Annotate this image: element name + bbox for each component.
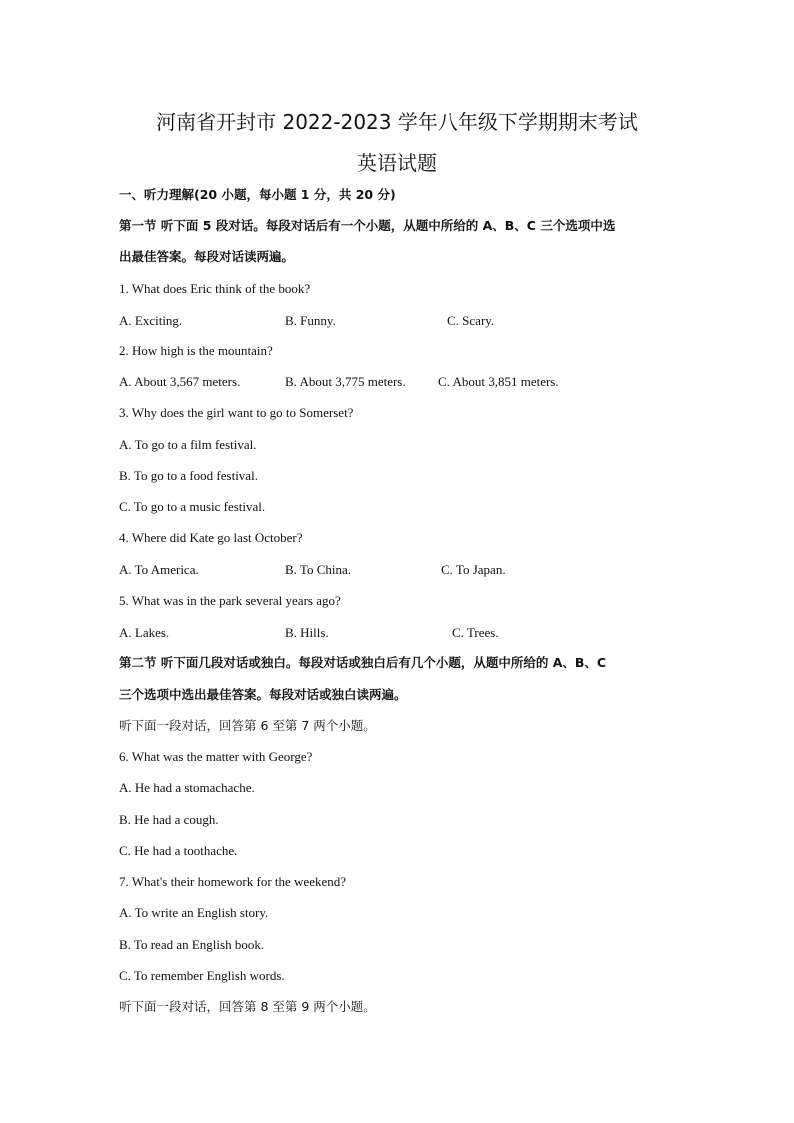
- question-6-option-a: A. He had a stomachache.: [119, 780, 255, 795]
- question-6-option-c: C. He had a toothache.: [119, 843, 238, 858]
- section1-instructions-line1: 第一节 听下面 5 段对话。每段对话后有一个小题，从题中所给的 A、B、C 三个选项中选: [119, 218, 616, 233]
- question-2-option-a: A. About 3,567 meters.: [119, 374, 241, 389]
- question-3-option-b: B. To go to a food festival.: [119, 468, 258, 483]
- question-3-option-a: A. To go to a film festival.: [119, 437, 257, 452]
- exam-subtitle: 英语试题: [357, 151, 437, 175]
- question-1: 1. What does Eric think of the book?: [119, 281, 311, 296]
- question-7: 7. What's their homework for the weekend?: [119, 874, 346, 889]
- question-7-option-b: B. To read an English book.: [119, 937, 265, 952]
- question-5-option-b: B. Hills.: [285, 625, 329, 640]
- question-5: 5. What was in the park several years ago?: [119, 593, 341, 608]
- question-2-option-c: C. About 3,851 meters.: [438, 374, 559, 389]
- question-4: 4. Where did Kate go last October?: [119, 530, 303, 545]
- question-4-option-c: C. To Japan.: [441, 562, 506, 577]
- instruction-questions-8-9: 听下面一段对话，回答第 8 至第 9 两个小题。: [119, 999, 376, 1014]
- exam-title: 河南省开封市 2022-2023 学年八年级下学期期末考试: [156, 110, 638, 134]
- question-7-option-c: C. To remember English words.: [119, 968, 285, 983]
- question-1-option-b: B. Funny.: [285, 313, 336, 328]
- section2-instructions-line1: 第二节 听下面几段对话或独白。每段对话或独白后有几个小题，从题中所给的 A、B、C: [119, 655, 607, 670]
- part1-heading: 一、听力理解(20 小题，每小题 1 分，共 20 分): [119, 187, 396, 202]
- question-5-option-a: A. Lakes.: [119, 625, 170, 640]
- question-6: 6. What was the matter with George?: [119, 749, 313, 764]
- question-2-option-b: B. About 3,775 meters.: [285, 374, 406, 389]
- question-3: 3. Why does the girl want to go to Somerset?: [119, 405, 354, 420]
- question-6-option-b: B. He had a cough.: [119, 812, 219, 827]
- question-4-option-a: A. To America.: [119, 562, 199, 577]
- question-2: 2. How high is the mountain?: [119, 343, 273, 358]
- instruction-questions-6-7: 听下面一段对话，回答第 6 至第 7 两个小题。: [119, 718, 376, 733]
- question-1-option-c: C. Scary.: [447, 313, 495, 328]
- section1-instructions-line2: 出最佳答案。每段对话读两遍。: [119, 249, 295, 264]
- question-7-option-a: A. To write an English story.: [119, 905, 269, 920]
- question-4-option-b: B. To China.: [285, 562, 352, 577]
- question-1-option-a: A. Exciting.: [119, 313, 183, 328]
- question-3-option-c: C. To go to a music festival.: [119, 499, 266, 514]
- question-5-option-c: C. Trees.: [452, 625, 499, 640]
- section2-instructions-line2: 三个选项中选出最佳答案。每段对话或独白读两遍。: [119, 687, 407, 702]
